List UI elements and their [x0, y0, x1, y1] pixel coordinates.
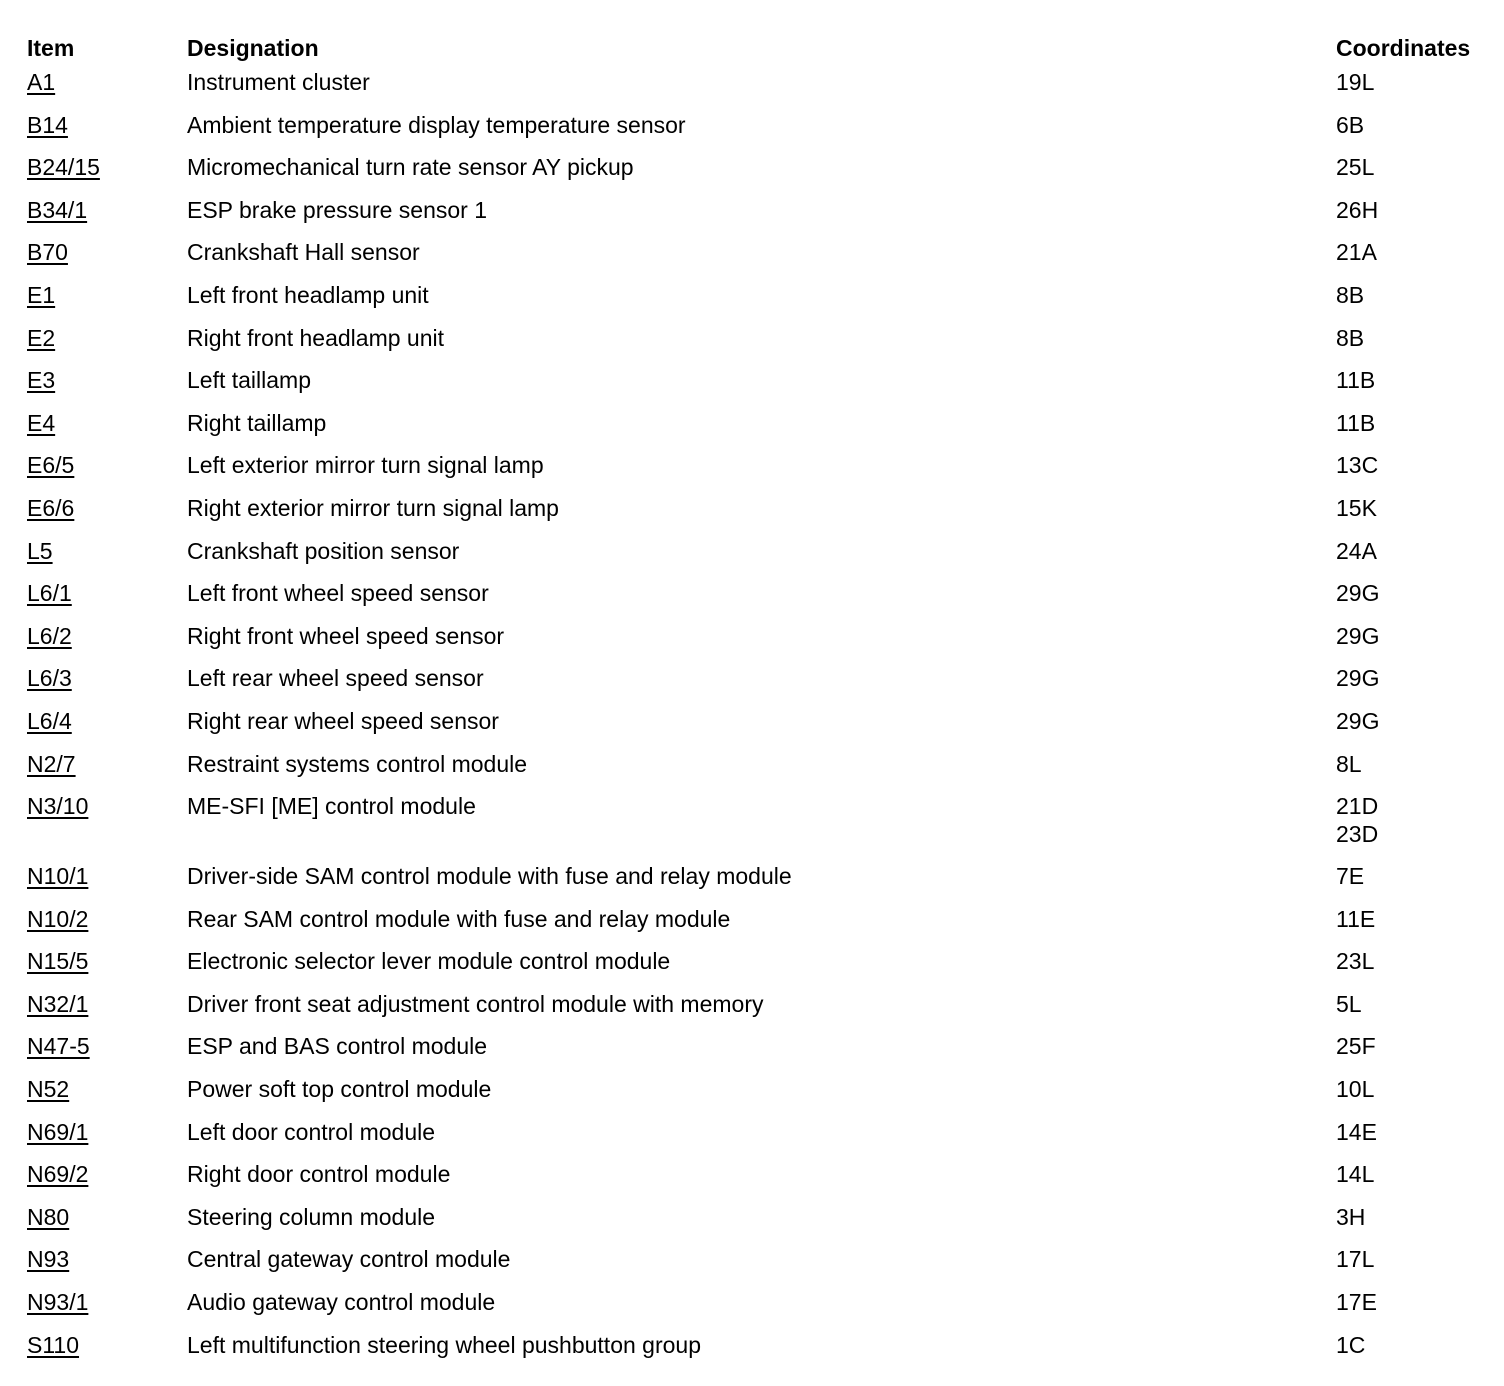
coordinates-cell	[1336, 238, 1496, 266]
designation-cell: Restraint systems control module	[187, 750, 528, 777]
table-header	[0, 0, 1504, 68]
item-link[interactable]: E3	[27, 367, 56, 394]
designation-cell: Crankshaft position sensor	[187, 537, 460, 564]
item-link[interactable]: B70	[27, 239, 68, 266]
item-cell	[27, 579, 177, 607]
item-cell	[27, 409, 177, 437]
item-cell	[27, 238, 177, 266]
coordinates-cell	[1336, 324, 1496, 352]
item-link[interactable]: L6/2	[27, 622, 72, 649]
coordinate-value: 23D	[1336, 821, 1379, 848]
coordinates-cell	[1336, 707, 1496, 735]
item-cell	[27, 750, 177, 778]
item-link[interactable]: N15/5	[27, 948, 89, 975]
coordinate-value: 29G	[1336, 580, 1380, 607]
item-cell	[27, 1118, 177, 1146]
table-row	[0, 1203, 1504, 1246]
item-cell	[27, 862, 177, 890]
item-cell	[27, 494, 177, 522]
coordinates-cell	[1336, 281, 1496, 309]
table-row	[0, 1288, 1504, 1331]
coordinate-value: 10L	[1336, 1076, 1375, 1103]
coordinates-cell	[1336, 905, 1496, 933]
designation-cell: ESP brake pressure sensor 1	[187, 196, 488, 223]
coordinates-cell	[1336, 622, 1496, 650]
designation-cell: Driver front seat adjustment control module with memory	[187, 990, 764, 1017]
item-link[interactable]: E6/6	[27, 494, 75, 521]
coordinate-value: 11B	[1336, 409, 1376, 436]
designation-cell: Electronic selector lever module control module	[187, 948, 671, 975]
designation-cell: Left multifunction steering wheel pushbutton group	[187, 1331, 701, 1358]
table-row	[0, 451, 1504, 494]
table-row	[0, 1118, 1504, 1161]
coordinates-cell	[1336, 792, 1496, 848]
item-link[interactable]: L6/4	[27, 707, 72, 734]
table-row	[0, 281, 1504, 324]
coordinates-cell	[1336, 750, 1496, 778]
column-header-coordinates: Coordinates	[1336, 35, 1471, 61]
table-row	[0, 947, 1504, 990]
coordinates-cell	[1336, 409, 1496, 437]
coordinates-cell	[1336, 1118, 1496, 1146]
coordinates-cell	[1336, 537, 1496, 565]
coordinate-value: 7E	[1336, 863, 1365, 890]
table-row	[0, 1160, 1504, 1203]
designation-cell: Left exterior mirror turn signal lamp	[187, 452, 544, 479]
coordinate-value: 29G	[1336, 707, 1380, 734]
coordinate-value: 8B	[1336, 281, 1365, 308]
table-row	[0, 324, 1504, 367]
item-link[interactable]: N10/1	[27, 863, 89, 890]
table-row	[0, 68, 1504, 111]
item-link[interactable]: N3/10	[27, 793, 89, 820]
item-cell	[27, 1203, 177, 1231]
designation-cell: ESP and BAS control module	[187, 1033, 488, 1060]
coordinates-cell	[1336, 68, 1496, 96]
coordinates-cell	[1336, 862, 1496, 890]
item-cell	[27, 905, 177, 933]
coordinates-cell	[1336, 1331, 1496, 1359]
coordinate-value: 5L	[1336, 990, 1362, 1017]
table-row	[0, 111, 1504, 154]
coordinate-value: 29G	[1336, 622, 1380, 649]
coordinates-cell	[1336, 451, 1496, 479]
item-link[interactable]: N10/2	[27, 905, 89, 932]
item-link[interactable]: N69/1	[27, 1118, 89, 1145]
item-link[interactable]: L5	[27, 537, 53, 564]
table-row	[0, 196, 1504, 239]
item-cell	[27, 451, 177, 479]
table-row	[0, 750, 1504, 793]
table-row	[0, 862, 1504, 905]
coordinates-cell	[1336, 947, 1496, 975]
item-cell	[27, 1245, 177, 1273]
coordinates-cell	[1336, 111, 1496, 139]
coordinate-value: 14L	[1336, 1161, 1375, 1188]
item-link[interactable]: L6/3	[27, 665, 72, 692]
item-link[interactable]: N93	[27, 1246, 70, 1273]
table-row	[0, 494, 1504, 537]
designation-cell: Steering column module	[187, 1203, 436, 1230]
item-link[interactable]: N69/2	[27, 1161, 89, 1188]
coordinate-value: 14E	[1336, 1118, 1377, 1145]
item-link[interactable]: N80	[27, 1203, 70, 1230]
coordinate-value: 1C	[1336, 1331, 1366, 1358]
item-link[interactable]: B14	[27, 111, 68, 138]
item-cell	[27, 947, 177, 975]
item-cell	[27, 1288, 177, 1316]
coordinates-cell	[1336, 1032, 1496, 1060]
coordinates-cell	[1336, 494, 1496, 522]
coordinate-value: 19L	[1336, 69, 1375, 95]
designation-cell: Power soft top control module	[187, 1076, 492, 1103]
column-header-item: Item	[27, 35, 75, 61]
coordinate-value: 21A	[1336, 239, 1377, 266]
item-cell	[27, 111, 177, 139]
coordinate-value: 8B	[1336, 324, 1365, 351]
designation-cell: Left front headlamp unit	[187, 281, 429, 308]
designation-cell: Rear SAM control module with fuse and relay module	[187, 905, 731, 932]
item-link[interactable]: B34/1	[27, 196, 88, 223]
coordinate-value: 11E	[1336, 905, 1376, 932]
coordinates-cell	[1336, 1075, 1496, 1103]
table-row	[0, 905, 1504, 948]
item-cell	[27, 1032, 177, 1060]
item-cell	[27, 707, 177, 735]
coordinate-value: 15K	[1336, 494, 1377, 521]
coordinate-value: 23L	[1336, 948, 1375, 975]
coordinate-value: 6B	[1336, 111, 1365, 138]
designation-cell: Right exterior mirror turn signal lamp	[187, 494, 559, 521]
designation-cell: Right front wheel speed sensor	[187, 622, 505, 649]
column-header-designation: Designation	[187, 35, 319, 61]
coordinate-value: 25L	[1336, 154, 1375, 181]
designation-cell: Ambient temperature display temperature sensor	[187, 111, 686, 138]
designation-cell: Micromechanical turn rate sensor AY pickup	[187, 154, 634, 181]
table-row	[0, 622, 1504, 665]
table-row	[0, 1032, 1504, 1075]
coordinate-value: 17E	[1336, 1289, 1377, 1316]
item-link[interactable]: E2	[27, 324, 56, 351]
item-cell	[27, 1075, 177, 1103]
item-cell	[27, 664, 177, 692]
item-link[interactable]: B24/15	[27, 154, 100, 181]
table-body	[0, 68, 1504, 1373]
item-link[interactable]: E4	[27, 409, 56, 436]
item-cell	[27, 622, 177, 650]
table-row	[0, 409, 1504, 452]
designation-cell: Right taillamp	[187, 409, 327, 436]
designation-cell: Left rear wheel speed sensor	[187, 665, 484, 692]
item-link[interactable]: E6/5	[27, 452, 75, 479]
item-link[interactable]: N93/1	[27, 1289, 89, 1316]
coordinate-value: 11B	[1336, 367, 1376, 394]
designation-cell: ME-SFI [ME] control module	[187, 793, 476, 820]
designation-cell: Instrument cluster	[187, 69, 370, 95]
table-row	[0, 1075, 1504, 1118]
item-cell	[27, 196, 177, 224]
coordinates-cell	[1336, 196, 1496, 224]
item-cell	[27, 324, 177, 352]
table-row	[0, 366, 1504, 409]
coordinate-value: 29G	[1336, 665, 1380, 692]
item-link[interactable]: N2/7	[27, 750, 76, 777]
coordinate-value: 24A	[1336, 537, 1377, 564]
table-row	[0, 990, 1504, 1033]
designation-cell: Audio gateway control module	[187, 1289, 496, 1316]
designation-cell: Crankshaft Hall sensor	[187, 239, 420, 266]
table-row	[0, 238, 1504, 281]
item-link[interactable]: E1	[27, 281, 56, 308]
table-row	[0, 579, 1504, 622]
coordinates-cell	[1336, 1160, 1496, 1188]
designation-cell: Left front wheel speed sensor	[187, 580, 489, 607]
coordinate-value: 26H	[1336, 196, 1379, 223]
item-cell	[27, 153, 177, 181]
item-link[interactable]: N52	[27, 1076, 70, 1103]
designation-cell: Right rear wheel speed sensor	[187, 707, 499, 734]
item-cell	[27, 1160, 177, 1188]
table-row	[0, 664, 1504, 707]
designation-cell: Right door control module	[187, 1161, 451, 1188]
table-row	[0, 1331, 1504, 1374]
item-link[interactable]: N47-5	[27, 1033, 90, 1060]
item-cell	[27, 1331, 177, 1359]
coordinate-value: 25F	[1336, 1033, 1376, 1060]
table-row	[0, 707, 1504, 750]
coordinates-cell	[1336, 1288, 1496, 1316]
designation-cell: Central gateway control module	[187, 1246, 511, 1273]
item-link[interactable]: A1	[27, 69, 56, 95]
coordinates-cell	[1336, 153, 1496, 181]
table-row	[0, 1245, 1504, 1288]
item-cell	[27, 366, 177, 394]
coordinates-cell	[1336, 366, 1496, 394]
item-link[interactable]: L6/1	[27, 580, 72, 607]
coordinate-value: 13C	[1336, 452, 1379, 479]
designation-cell: Right front headlamp unit	[187, 324, 444, 351]
coordinates-cell	[1336, 1203, 1496, 1231]
coordinates-cell	[1336, 1245, 1496, 1273]
table-row	[0, 153, 1504, 196]
coordinates-cell	[1336, 990, 1496, 1018]
coordinates-cell	[1336, 579, 1496, 607]
designation-cell: Driver-side SAM control module with fuse and relay module	[187, 863, 792, 890]
item-link[interactable]: N32/1	[27, 990, 89, 1017]
item-cell	[27, 537, 177, 565]
item-cell	[27, 792, 177, 820]
coordinate-value: 3H	[1336, 1203, 1366, 1230]
table-row	[0, 537, 1504, 580]
item-cell	[27, 68, 177, 96]
coordinate-value: 21D	[1336, 793, 1379, 820]
designation-cell: Left taillamp	[187, 367, 312, 394]
coordinate-value: 17L	[1336, 1246, 1375, 1273]
coordinates-cell	[1336, 664, 1496, 692]
table-row	[0, 792, 1504, 862]
item-cell	[27, 990, 177, 1018]
item-cell	[27, 281, 177, 309]
item-link[interactable]: S110	[27, 1331, 80, 1358]
coordinate-value: 8L	[1336, 750, 1362, 777]
designation-cell: Left door control module	[187, 1118, 436, 1145]
